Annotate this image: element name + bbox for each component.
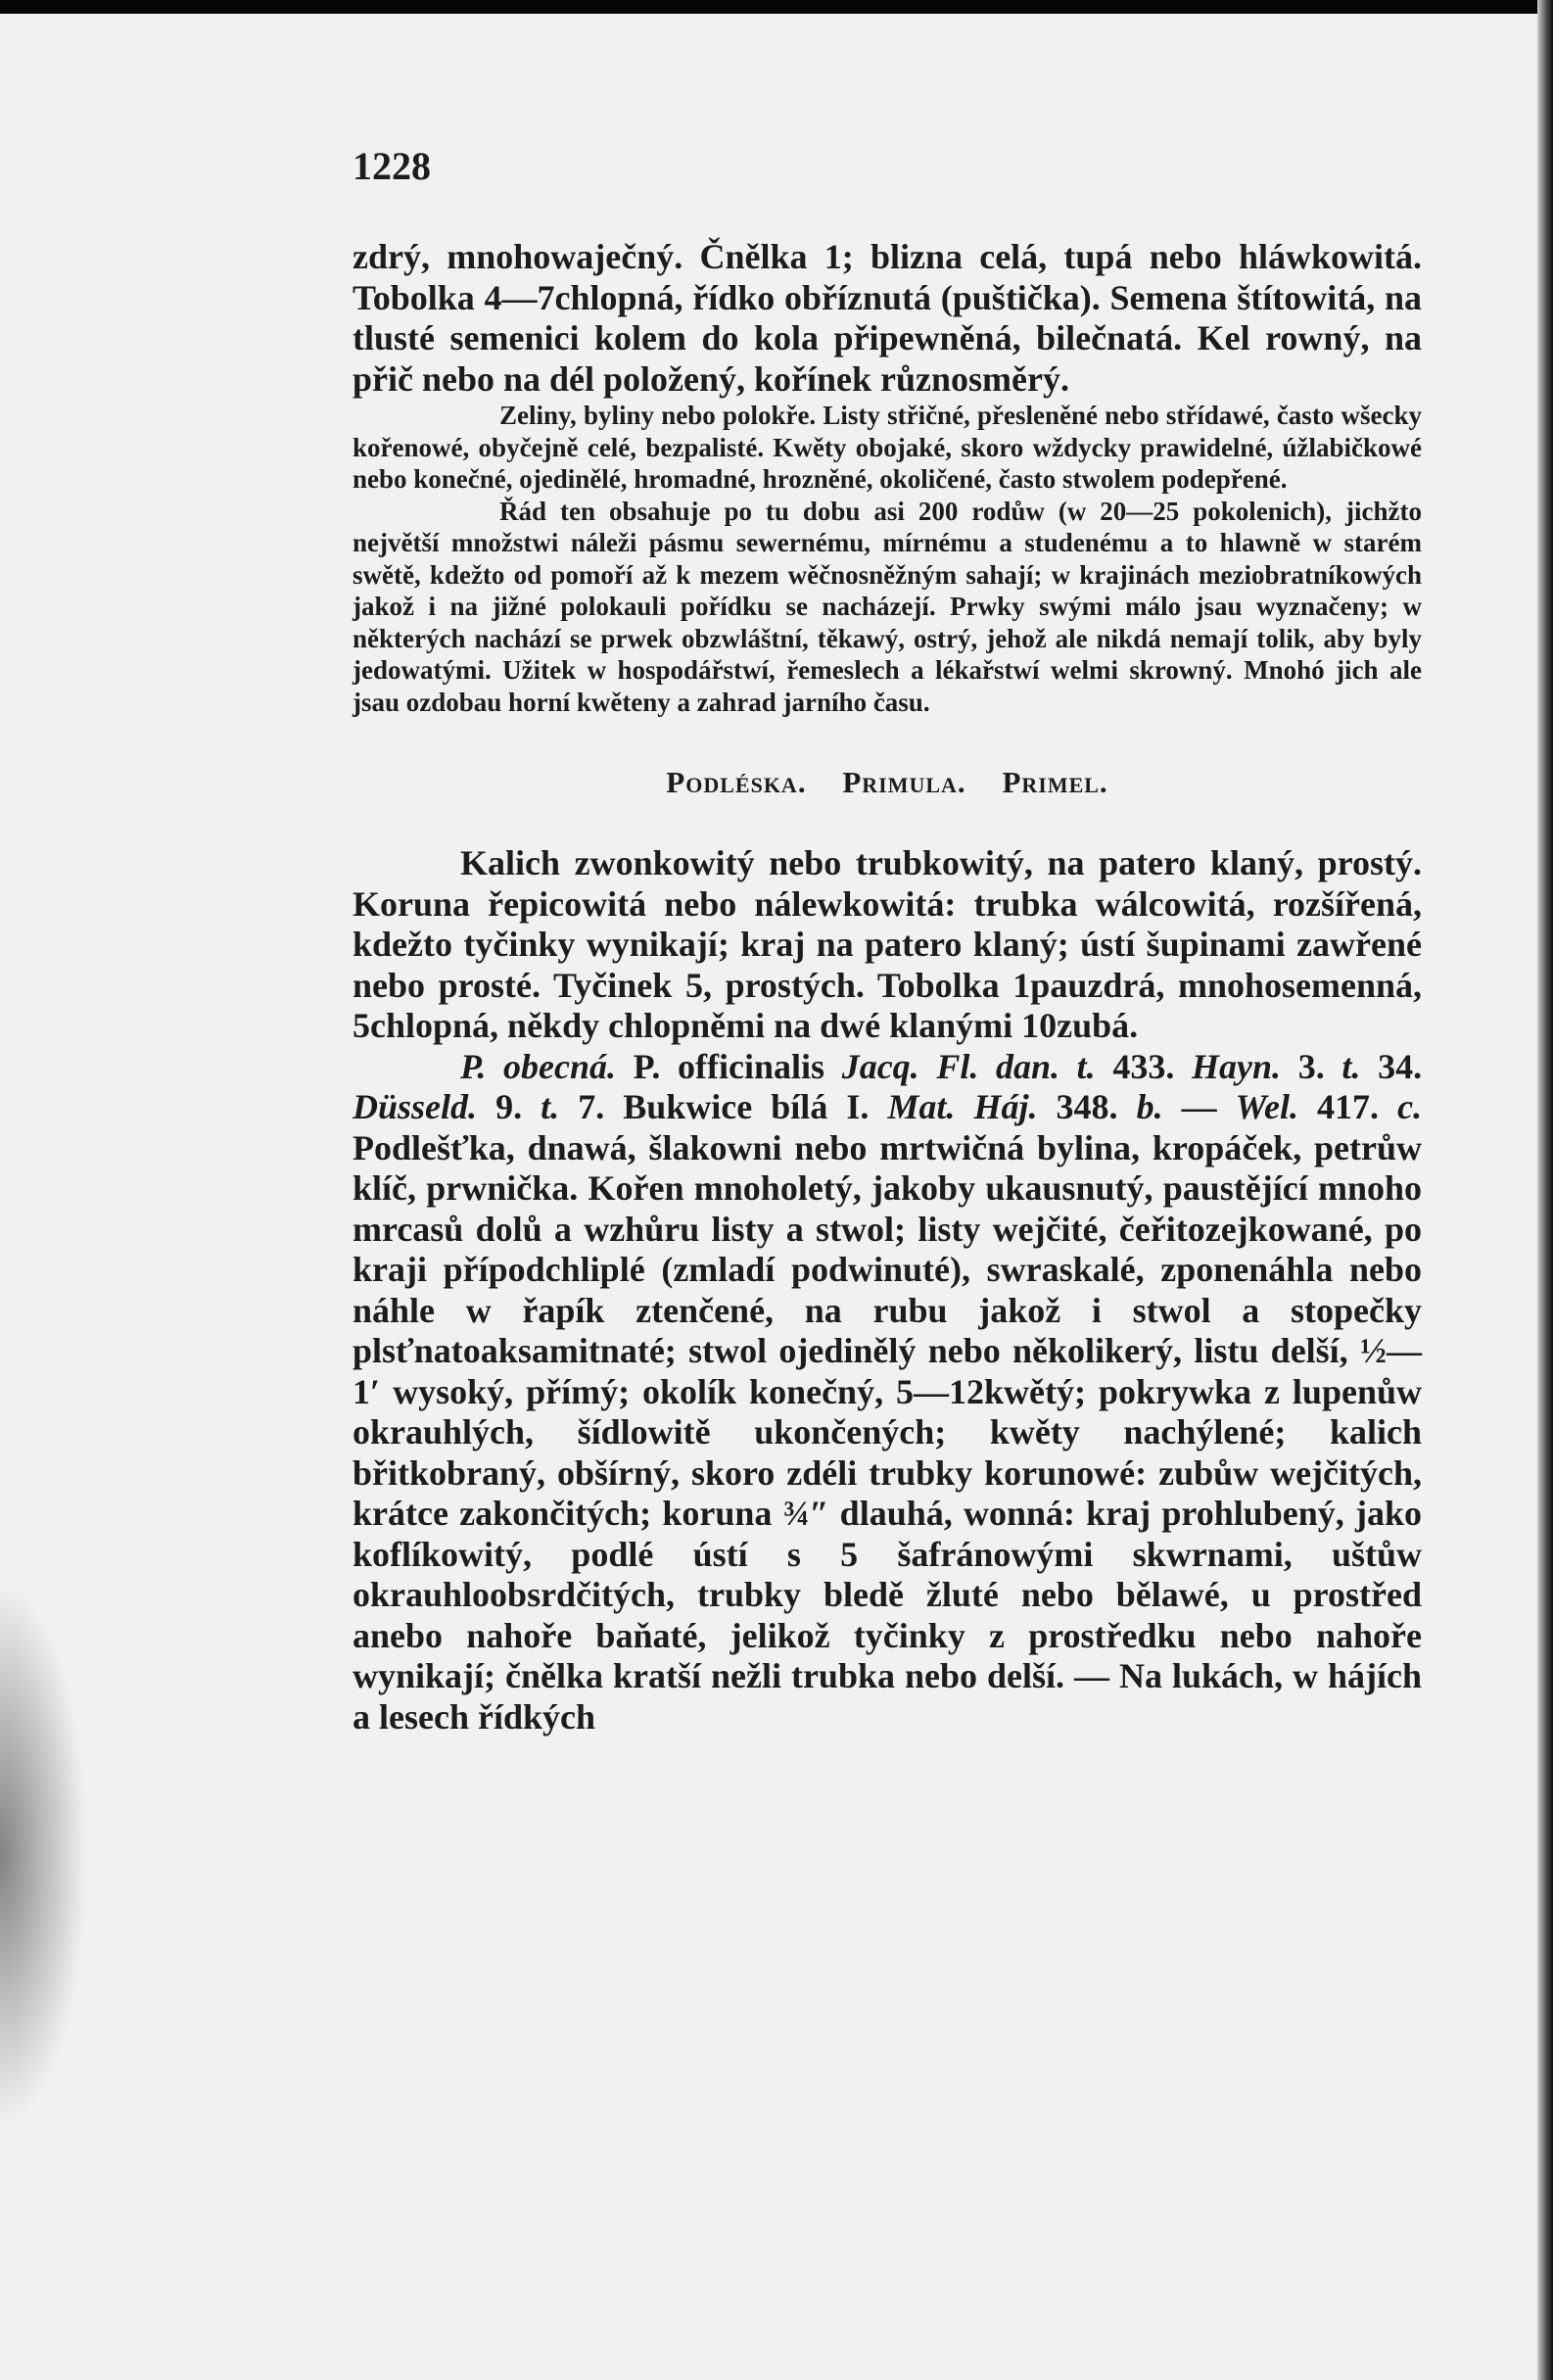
binding-shadow: [0, 1581, 88, 2129]
genus-heading: [353, 765, 1422, 800]
genus-name-german: Primel.: [1002, 765, 1108, 799]
reference-dusseld-plate: 7.: [578, 1087, 605, 1126]
genus-description: Kalich zwonkowitý nebo trubkowitý, na patero klaný, prostý. Koruna řepicowitá nebo nálewkowitá: trubka wálcowitá, rozšířená, kdežto tyčinky wynikají; kraj na patero klaný; ústí šupinami zawřené nebo prosté. Tyčinek 5, prostých. Tobolka 1pauzdrá, mnohosemenná, 5chlopná, někdy chlopněmi na dwé klanými 10zubá.: [353, 843, 1422, 1045]
common-name-old: Bukwice bílá I.: [623, 1087, 870, 1126]
reference-mattioli-b: b.: [1136, 1087, 1163, 1126]
species-description: Podlešťka, dnawá, šlakowni nebo mrtwičná bylina, kropáček, petrůw klíč, prwnička. Kořen mnoholetý, jakoby ukausnutý, paustějící mnoho mrcasů dolů a wzhůru listy a stwol; listy wejčité, čeřitozejkowané, po kraji přípodchliplé (zmladí podwinuté), swraskalé, zponenáhla nebo náhle w řapík ztenčené, na rubu jakož i stwol a stopečky plsťnatoaksamitnaté; stwol ojedinělý nebo několikerý, listu delší, ½—1′ wysoký, přímý; okolík konečný, 5—12kwětý; pokrywka z lupenůw okrauhlých, šídlowitě ukončených; kwěty nachýlené; kalich břitkobraný, obšírný, skoro zdéli trubky korunowé: zubůw wejčitých, krátce zakončitých; koruna ¾″ dlauhá, wonná: kraj prohlubený, jako koflíkowitý, podlé ústí s 5 šafránowými skwrnami, uštůw okrauhloobsrdčitých, trubky bledě žluté nebo bělawé, u prostřed anebo nahoře baňaté, jelikož tyčinky z prostředku nebo nahoře wynikají; čnělka kratší nežli trubka nebo delší. — Na lukách, w hájích a lesech řídkých: [353, 1127, 1422, 1737]
family-distribution-paragraph: Řád ten obsahuje po tu dobu asi 200 rodůw (w 20—25 pokolenich), jichžto největší množstwi náleži pásmu sewernému, mírnému a studenému a to hlawně w starém swětě, kdežto od pomoří až k mezem wěčnosněžným sahají; w krajinách meziobratníkowých jakož i na jižné polokauli pořídku se nacházejí. Prwky swými málo jsau wyznačeny; w některých nachází se prwek obzwláštní, těkawý, ostrý, jehož ale nikdá nemají tolik, aby byly jedowatými. Užitek w hospodářstwí, řemeslech a lékařstwí welmi skrowný. Mnohó jich ale jsau ozdobau horní kwěteny a zahrad jarního času.: [353, 496, 1422, 717]
page-content: [353, 144, 1423, 1737]
family-habit-paragraph: Zeliny, byliny nebo polokře. Listy střičné, přesleněné nebo střídawé, často wšecky kořenowé, obyčejně celé, bezpalisté. Kwěty obojaké, skoro wždycky prawidelné, úžlabičkowé nebo konečné, ojedinělé, hromadné, hrozněné, okoličené, často stwolem podepřené.: [353, 401, 1422, 494]
page-number: 1228: [353, 144, 431, 188]
species-name-czech: P. obecná.: [460, 1046, 616, 1086]
family-description-continued: zdrý, mnohowaječný. Čnělka 1; blizna celá, tupá nebo hláwkowitá. Tobolka 4—7chlopná, řídko obříznutá (puštička). Semena štítowitá, na tlusté semenici kolem do kola připewněná, bilečnatá. Kel rowný, na přič nebo na dél položený, kořínek různosměrý.: [353, 237, 1422, 399]
reference-mattioli: Mat. Háj.: [887, 1087, 1038, 1126]
reference-jacquin: Jacq. Fl. dan. t.: [841, 1046, 1096, 1086]
reference-weleslavin: Wel.: [1235, 1087, 1298, 1126]
reference-dusseld-t: t.: [541, 1087, 560, 1126]
reference-mattioli-number: 348.: [1056, 1087, 1118, 1126]
species-name-latin: P. officinalis: [633, 1046, 825, 1086]
species-entry: [353, 1047, 1422, 1738]
reference-jacquin-number: 433.: [1112, 1046, 1175, 1086]
genus-name-czech: Podléska.: [666, 765, 807, 799]
reference-hayne-t: t.: [1341, 1046, 1361, 1086]
reference-weleslavin-c: c.: [1397, 1087, 1423, 1126]
reference-dusseld: Düsseld.: [353, 1087, 478, 1126]
scan-edge-right: [1537, 0, 1553, 2380]
reference-hayne-plate: 34.: [1378, 1046, 1423, 1086]
reference-hayne-number: 3.: [1297, 1046, 1325, 1086]
reference-dusseld-number: 9.: [495, 1087, 523, 1126]
genus-name-latin: Primula.: [842, 765, 966, 799]
reference-hayne: Hayn.: [1192, 1046, 1282, 1086]
reference-weleslavin-number: 417.: [1317, 1087, 1380, 1126]
scan-edge-top: [0, 0, 1553, 14]
em-dash: —: [1181, 1087, 1217, 1126]
